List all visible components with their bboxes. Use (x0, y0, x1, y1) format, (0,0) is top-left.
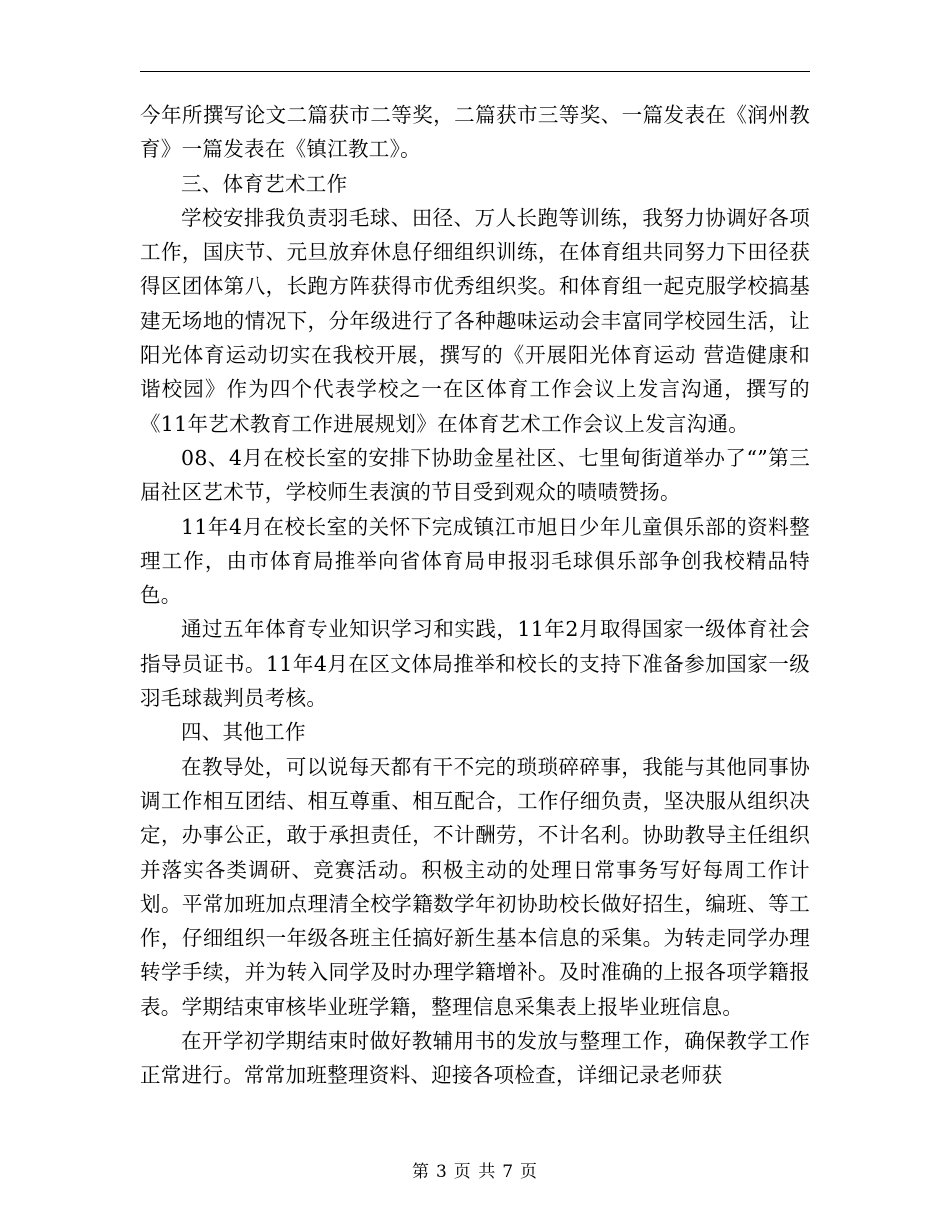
page-footer (0, 1157, 950, 1182)
paragraph-textbooks: 在开学初学期结束时做好教辅用书的发放与整理工作，确保教学工作正常进行。常常加班整理资料、迎接各项检查，详细记录老师获 (140, 1029, 810, 1088)
section-heading-sports-arts: 三、体育艺术工作 (181, 171, 348, 196)
footer-page-number: 3 (435, 1162, 448, 1182)
paragraph-club-materials: 11年4月在校长室的关怀下完成镇江市旭日少年儿童俱乐部的资料整理工作，由市体育局推举向省体育局申报羽毛球俱乐部争创我校精品特色。 (140, 514, 810, 608)
paragraph-certification: 通过五年体育专业知识学习和实践，11年2月取得国家一级体育社会指导员证书。11年4月在区文体局推举和校长的支持下准备参加国家一级羽毛球裁判员考核。 (140, 617, 810, 711)
footer-suffix: 页 (520, 1162, 539, 1182)
footer-total-pages: 7 (502, 1162, 515, 1182)
paragraph-awards: 今年所撰写论文二篇获市二等奖，二篇获市三等奖、一篇发表在《润州教育》一篇发表在《镇江教工》。 (140, 103, 810, 162)
document-body (140, 98, 810, 1093)
paragraph-arts-festival: 08、4月在校长室的安排下协助金星社区、七里甸街道举办了“”第三届社区艺术节，学校师生表演的节目受到观众的啧啧赞扬。 (140, 445, 810, 505)
section-heading-other-work: 四、其他工作 (181, 720, 306, 745)
paragraph-sports-training: 学校安排我负责羽毛球、田径、万人长跑等训练，我努力协调好各项工作，国庆节、元旦放弃休息仔细组织训练，在体育组共同努力下田径获得区团体第八，长跑方阵获得市优秀组织奖。和体育组一起克服学校搞基建无场地的情况下，分年级进行了各种趣味运动会丰富同学校园生活，让阳光体育运动切实在我校开展，撰写的《开展阳光体育运动 营造健康和谐校园》作为四个代表学校之一在区体育工作会议上发言沟通，撰写的《11年艺术教育工作进展规划》在体育艺术工作会议上发言沟通。 (140, 205, 810, 436)
footer-middle: 页 共 (453, 1162, 497, 1182)
paragraph-academic-affairs: 在教导处，可以说每天都有干不完的琐琐碎碎事，我能与其他同事协调工作相互团结、相互尊重、相互配合，工作仔细负责，坚决服从组织决定，办事公正，敢于承担责任，不计酬劳，不计名利。协助教导主任组织并落实各类调研、竞赛活动。积极主动的处理日常事务写好每周工作计划。平常加班加点理清全校学籍数学年初协助校长做好招生，编班、等工作，仔细组织一年级各班主任搞好新生基本信息的采集。为转走同学办理转学手续，并为转入同学及时办理学籍增补。及时准确的上报各项学籍报表。学期结束审核毕业班学籍，整理信息采集表上报毕业班信息。 (140, 754, 810, 1019)
footer-prefix: 第 (411, 1162, 430, 1182)
header-rule (140, 71, 810, 72)
